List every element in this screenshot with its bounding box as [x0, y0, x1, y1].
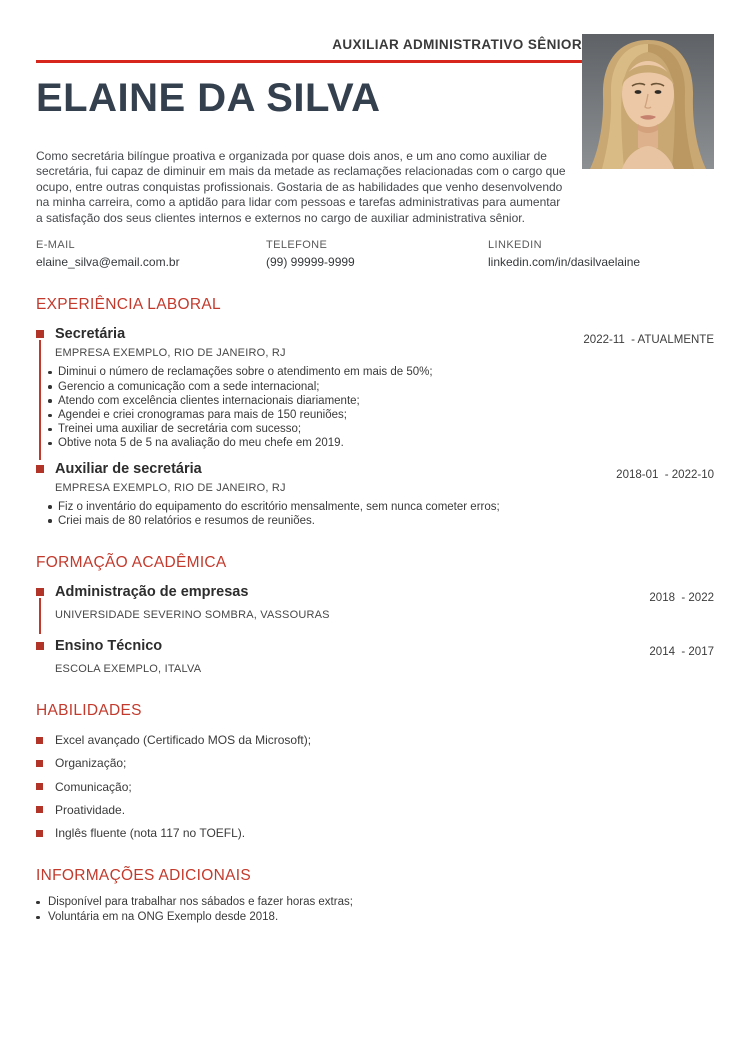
job-bullet-list [48, 500, 714, 528]
contact-row [36, 238, 714, 270]
job-bullet: Criei mais de 80 relatórios e resumos de reuniões. [48, 514, 714, 528]
skill-text: Proatividade. [55, 802, 126, 817]
experience-entry [36, 461, 714, 528]
timeline-connector-line [39, 340, 41, 459]
degree-name: Administração de empresas [55, 584, 249, 601]
job-bullet: Gerencio a comunicação com a sede internacional; [48, 380, 714, 394]
additional-info-list [36, 895, 714, 925]
square-bullet-icon [36, 806, 43, 813]
section-title-experience: EXPERIÊNCIA LABORAL [36, 296, 221, 314]
timeline-marker-icon [36, 330, 44, 338]
education-entry [36, 638, 714, 676]
contact-value: (99) 99999-9999 [266, 255, 355, 270]
experience-entry [36, 326, 714, 450]
header-job-title: AUXILIAR ADMINISTRATIVO SÊNIOR [332, 37, 582, 52]
job-bullet-list [48, 365, 714, 450]
job-bullet: Agendei e criei cronogramas para mais de 150 reuniões; [48, 408, 714, 422]
skill-text: Comunicação; [55, 779, 132, 794]
square-bullet-icon [36, 783, 43, 790]
contact-label: E-MAIL [36, 239, 76, 252]
additional-info-item: Disponível para trabalhar nos sábados e fazer horas extras; [36, 895, 714, 910]
timeline-marker-icon [36, 642, 44, 650]
timeline-marker-icon [36, 588, 44, 596]
school-name: ESCOLA EXEMPLO, ITALVA [55, 663, 202, 676]
skill-text: Organização; [55, 756, 127, 771]
timeline-marker-icon [36, 465, 44, 473]
job-period: 2022-11 - ATUALMENTE [583, 334, 714, 347]
education-entry [36, 584, 714, 622]
skill-item [36, 826, 714, 841]
skill-item [36, 803, 714, 818]
job-role: Auxiliar de secretária [55, 460, 202, 477]
timeline-connector-line [39, 598, 41, 634]
section-title-additional-info: INFORMAÇÕES ADICIONAIS [36, 867, 252, 885]
education-period: 2014 - 2017 [649, 646, 714, 659]
header [36, 34, 714, 226]
contact-item [266, 238, 488, 270]
square-bullet-icon [36, 830, 43, 837]
job-bullet: Fiz o inventário do equipamento do escritório mensalmente, sem nunca cometer erros; [48, 500, 714, 514]
person-name: ELAINE DA SILVA [36, 75, 381, 120]
contact-label: TELEFONE [266, 239, 328, 252]
contact-value: linkedin.com/in/dasilvaelaine [488, 255, 641, 270]
job-role: Secretária [55, 326, 126, 343]
contact-item [488, 238, 714, 270]
job-bullet: Atendo com excelência clientes internacionais diariamente; [48, 394, 714, 408]
skill-item [36, 756, 714, 771]
profile-photo [582, 34, 714, 169]
contact-label: LINKEDIN [488, 239, 542, 252]
school-name: UNIVERSIDADE SEVERINO SOMBRA, VASSOURAS [55, 609, 330, 622]
skill-text: Excel avançado (Certificado MOS da Microsoft); [55, 733, 312, 748]
skills-list [36, 733, 714, 841]
square-bullet-icon [36, 760, 43, 767]
contact-value: elaine_silva@email.com.br [36, 255, 180, 270]
education-period: 2018 - 2022 [649, 592, 714, 605]
degree-name: Ensino Técnico [55, 638, 163, 655]
additional-info-item: Voluntária em na ONG Exemplo desde 2018. [36, 910, 714, 925]
job-period: 2018-01 - 2022-10 [616, 468, 714, 481]
job-company: EMPRESA EXEMPLO, RIO DE JANEIRO, RJ [55, 481, 286, 494]
contact-item [36, 238, 266, 270]
job-bullet: Treinei uma auxiliar de secretária com sucesso; [48, 422, 714, 436]
job-bullet: Diminui o número de reclamações sobre o atendimento em mais de 50%; [48, 365, 714, 379]
square-bullet-icon [36, 737, 43, 744]
job-bullet: Obtive nota 5 de 5 na avaliação do meu chefe em 2019. [48, 436, 714, 450]
skill-text: Inglês fluente (nota 117 no TOEFL). [55, 826, 246, 841]
education-list [36, 584, 714, 676]
section-title-skills: HABILIDADES [36, 702, 142, 720]
header-left-column [36, 34, 582, 226]
skill-item [36, 733, 714, 748]
header-divider-line [36, 60, 582, 63]
summary-paragraph: Como secretária bilíngue proativa e organizada por quase dois anos, e um ano como auxiliar de secretária, fui capaz de diminuir em mais da metade as reclamações relacionadas com o cargo que ocupo, entre outras conquistas profissionais. Gostaria de as habilidades que venho desenvolvendo na minha carreira, como a aptidão para lidar com pessoas e tarefas administrativas para aumentar a satisfação dos seus clientes internos e externos no cargo de auxiliar administrativa sênior. [36, 148, 566, 225]
section-title-education: FORMAÇÃO ACADÊMICA [36, 554, 227, 572]
skill-item [36, 780, 714, 795]
portrait-photo-graphic [582, 34, 714, 169]
experience-list [36, 326, 714, 528]
job-company: EMPRESA EXEMPLO, RIO DE JANEIRO, RJ [55, 347, 286, 360]
